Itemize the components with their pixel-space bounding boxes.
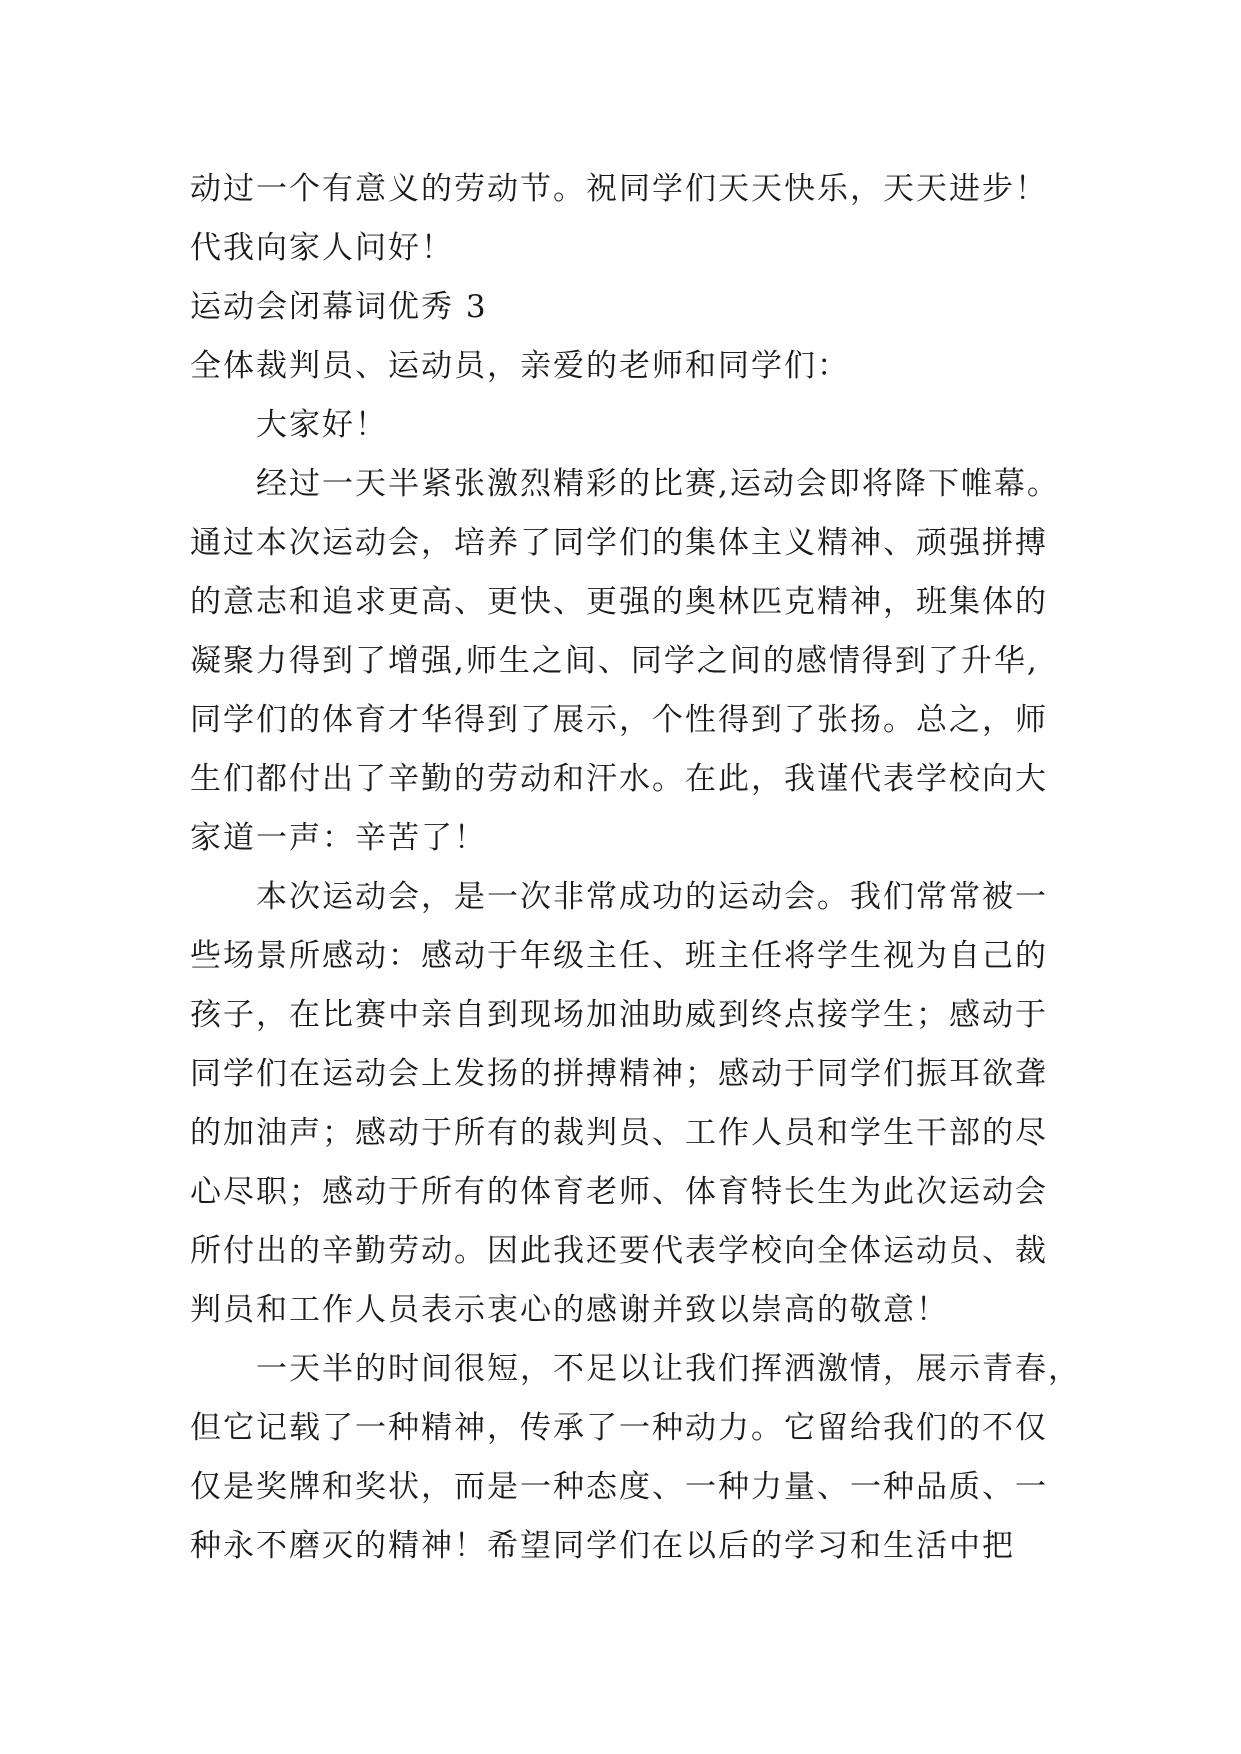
text-line: 仅是奖牌和奖状，而是一种态度、一种力量、一种品质、一 [190, 1469, 1048, 1505]
text-line: 大家好！ [256, 407, 388, 443]
text-line: 心尽职；感动于所有的体育老师、体育特长生为此次运动会 [190, 1174, 1048, 1210]
text-line: 种永不磨灭的精神！希望同学们在以后的学习和生活中把 [190, 1528, 1015, 1564]
text-line: 全体裁判员、运动员，亲爱的老师和同学们： [190, 348, 850, 384]
text-line: 判员和工作人员表示衷心的感谢并致以崇高的敬意！ [190, 1292, 949, 1328]
text-line: 的意志和追求更高、更快、更强的奥林匹克精神，班集体的 [190, 584, 1048, 620]
text-line: 的加油声；感动于所有的裁判员、工作人员和学生干部的尽 [190, 1115, 1048, 1151]
text-line: 代我向家人问好！ [190, 230, 454, 266]
text-line: 通过本次运动会，培养了同学们的集体主义精神、顽强拼搏 [190, 525, 1048, 561]
text-line: 生们都付出了辛勤的劳动和汗水。在此，我谨代表学校向大 [190, 761, 1048, 797]
text-line: 凝聚力得到了增强,师生之间、同学之间的感情得到了升华, [190, 643, 1039, 679]
text-line: 运动会闭幕词优秀 3 [190, 289, 488, 325]
text-line: 经过一天半紧张激烈精彩的比赛,运动会即将降下帷幕。 [256, 466, 1060, 502]
text-line: 本次运动会，是一次非常成功的运动会。我们常常被一 [256, 879, 1048, 915]
document-page [190, 160, 1081, 1576]
text-line: 动过一个有意义的劳动节。祝同学们天天快乐，天天进步！ [190, 171, 1048, 207]
text-line: 些场景所感动：感动于年级主任、班主任将学生视为自己的 [190, 938, 1048, 974]
text-line: 家道一声：辛苦了！ [190, 820, 487, 856]
text-line: 所付出的辛勤劳动。因此我还要代表学校向全体运动员、裁 [190, 1233, 1048, 1269]
text-line: 但它记载了一种精神，传承了一种动力。它留给我们的不仅 [190, 1410, 1048, 1446]
text-line: 同学们的体育才华得到了展示，个性得到了张扬。总之，师 [190, 702, 1048, 738]
text-line: 一天半的时间很短，不足以让我们挥洒激情，展示青春， [256, 1351, 1081, 1387]
text-line: 孩子，在比赛中亲自到现场加油助威到终点接学生；感动于 [190, 997, 1048, 1033]
text-line: 同学们在运动会上发扬的拼搏精神；感动于同学们振耳欲聋 [190, 1056, 1048, 1092]
